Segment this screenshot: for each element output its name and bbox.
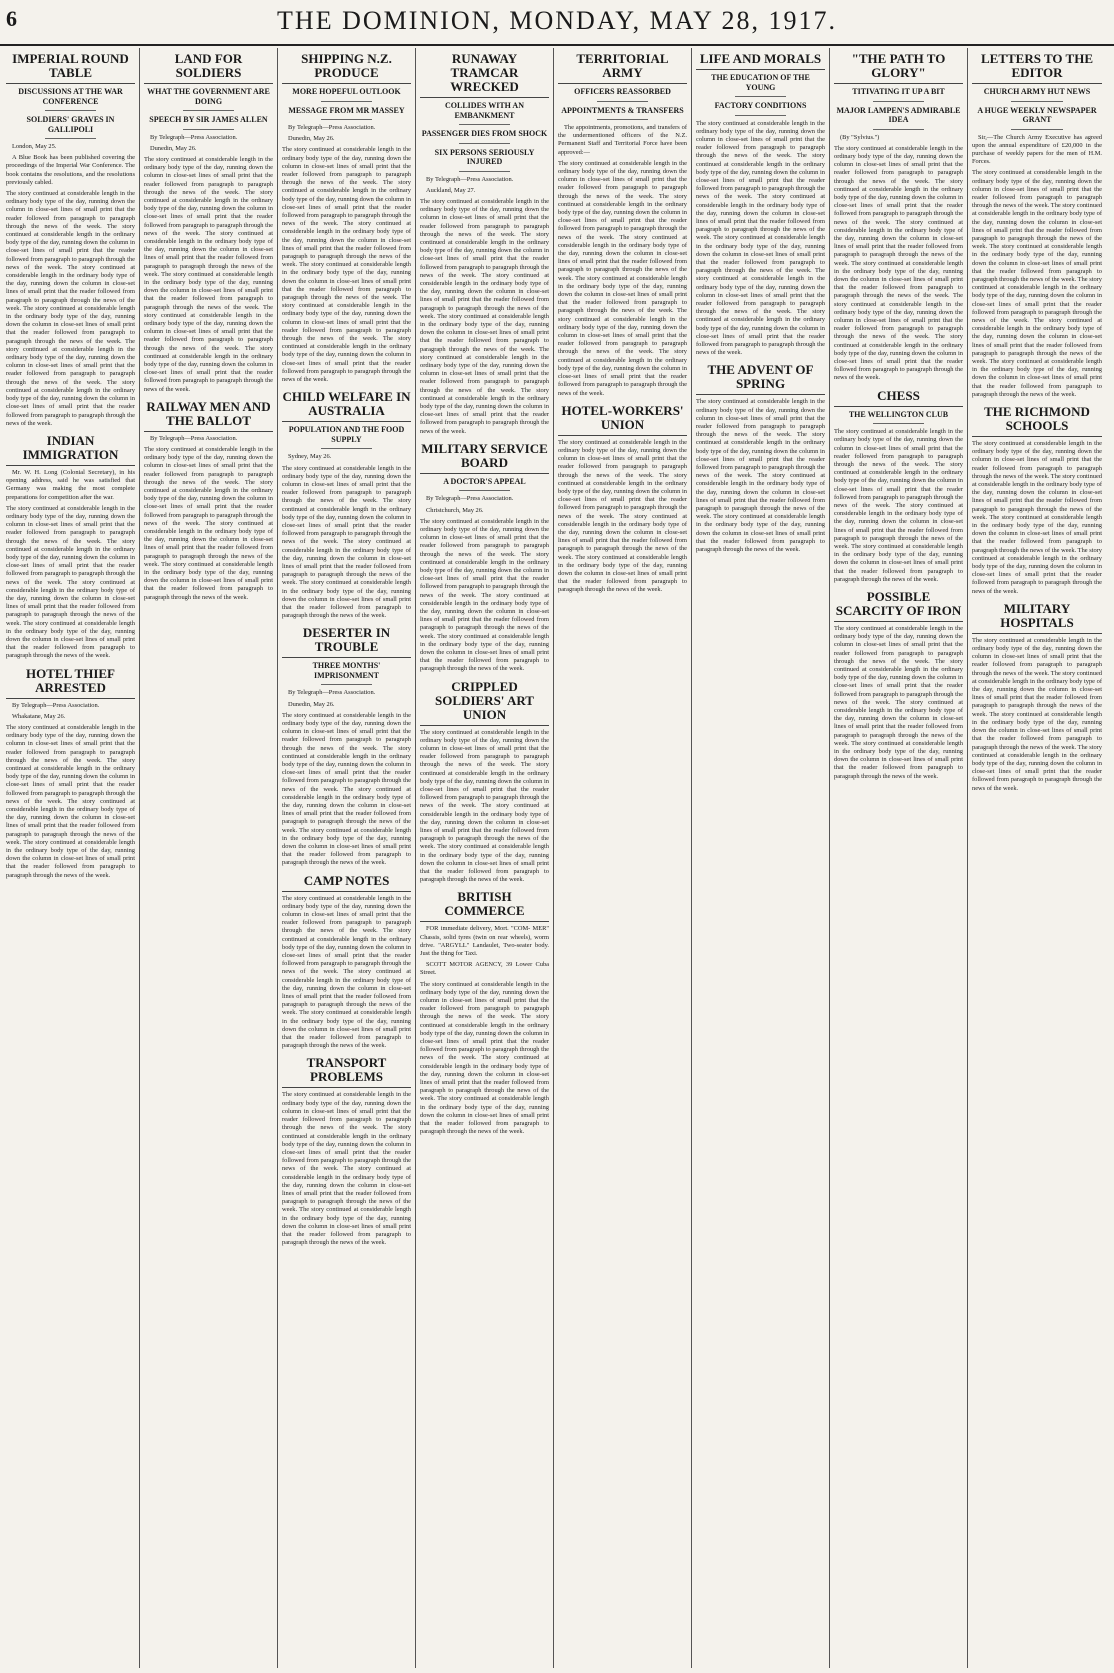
article-body-text: The story continued at considerable length in the ordinary body type of the day, running down the column in close-set lines of small print that the reader followed from paragraph to paragraph through the news of the week. The story continued at considerable length in the ordinary body type of the day, running down the column in close-set lines of small print that the reader followed from paragraph to paragraph through the news of the week. The story continued at considerable length in the ordinary body type of the day, running down the column in close-set lines of small print that the reader followed from paragraph to paragraph through the news of the week. The story continued at considerable length in the ordinary body type of the day, running down the column in close-set lines of small print that the reader followed from paragraph to paragraph through the news of the week. bbox=[282, 894, 411, 1050]
article-body-text: The story continued at considerable length in the ordinary body type of the day, running down the column in close-set lines of small print that the reader followed from paragraph to paragraph through the news of the week. The story continued at considerable length in the ordinary body type of the day, running down the column in close-set lines of small print that the reader followed from paragraph to paragraph through the news of the week. The story continued at considerable length in the ordinary body type of the day, running down the column in close-set lines of small print that the reader followed from paragraph to paragraph through the news of the week. The story continued at considerable length in the ordinary body type of the day, running down the column in close-set lines of small print that the reader followed from paragraph to paragraph through the news of the week. bbox=[282, 711, 411, 867]
article-body-text: The story continued at considerable length in the ordinary body type of the day, running down the column in close-set lines of small print that the reader followed from paragraph to paragraph through the news of the week. The story continued at considerable length in the ordinary body type of the day, running down the column in close-set lines of small print that the reader followed from paragraph to paragraph through the news of the week. The story continued at considerable length in the ordinary body type of the day, running down the column in close-set lines of small print that the reader followed from paragraph to paragraph through the news of the week. The story continued at considerable length in the ordinary body type of the day, running down the column in close-set lines of small print that the reader followed from paragraph to paragraph through the news of the week. bbox=[420, 517, 549, 673]
article-subhead: POPULATION AND THE FOOD SUPPLY bbox=[288, 425, 405, 444]
article-paragraph: Mr. W. H. Long (Colonial Secretary), in his opening address, said he was satisfied that Germany was making the most complete preparations for competition after the war. bbox=[6, 468, 135, 501]
article-paragraph: Sydney, May 26. bbox=[288, 453, 332, 461]
column-4 bbox=[416, 48, 554, 1668]
article-body-text: The story continued at considerable length in the ordinary body type of the day, running down the column in close-set lines of small print that the reader followed from paragraph to paragraph through the news of the week. The story continued at considerable length in the ordinary body type of the day, running down the column in close-set lines of small print that the reader followed from paragraph to paragraph through the news of the week. The story continued at considerable length in the ordinary body type of the day, running down the column in close-set lines of small print that the reader followed from paragraph to paragraph through the news of the week. The story continued at considerable length in the ordinary body type of the day, running down the column in close-set lines of small print that the reader followed from paragraph to paragraph through the news of the week. The story continued at considerable length in the ordinary body type of the day, running down the column in close-set lines of small print that the reader followed from paragraph to paragraph through the news of the week. The story continued at considerable length in the ordinary body type of the day, running down the column in close-set lines of small print that the reader followed from paragraph to paragraph through the news of the week. bbox=[834, 144, 963, 382]
article-paragraph: By Telegraph—Press Association. bbox=[150, 434, 238, 442]
article-subhead: A DOCTOR'S APPEAL bbox=[443, 476, 526, 486]
article-headline: SHIPPING N.Z. PRODUCE bbox=[282, 52, 411, 84]
article bbox=[6, 434, 135, 661]
article-subhead: COLLIDES WITH AN EMBANKMENT bbox=[445, 101, 524, 120]
article-headline: HOTEL THIEF ARRESTED bbox=[6, 667, 135, 699]
article-subhead: THE WELLINGTON CLUB bbox=[848, 409, 949, 419]
divider bbox=[321, 101, 373, 102]
divider bbox=[459, 490, 511, 491]
article-paragraph: Auckland, May 27. bbox=[426, 186, 476, 194]
article-subhead: TITIVATING IT UP A BIT bbox=[852, 87, 945, 96]
article-subhead: THREE MONTHS' IMPRISONMENT bbox=[312, 661, 381, 680]
article-body-text: The story continued at considerable length in the ordinary body type of the day, running down the column in close-set lines of small print that the reader followed from paragraph to paragraph through the news of the week. The story continued at considerable length in the ordinary body type of the day, running down the column in close-set lines of small print that the reader followed from paragraph to paragraph through the news of the week. The story continued at considerable length in the ordinary body type of the day, running down the column in close-set lines of small print that the reader followed from paragraph to paragraph through the news of the week. The story continued at considerable length in the ordinary body type of the day, running down the column in close-set lines of small print that the reader followed from paragraph to paragraph through the news of the week. The story continued at considerable length in the ordinary body type of the day, running down the column in close-set lines of small print that the reader followed from paragraph to paragraph through the news of the week. The story continued at considerable length in the ordinary body type of the day, running down the column in close-set lines of small print that the reader followed from paragraph to paragraph through the news of the week. bbox=[558, 159, 687, 397]
article-paragraph: London, May 25. bbox=[12, 143, 57, 150]
article-body-text: The story continued at considerable length in the ordinary body type of the day, running down the column in close-set lines of small print that the reader followed from paragraph to paragraph through the news of the week. The story continued at considerable length in the ordinary body type of the day, running down the column in close-set lines of small print that the reader followed from paragraph to paragraph through the news of the week. The story continued at considerable length in the ordinary body type of the day, running down the column in close-set lines of small print that the reader followed from paragraph to paragraph through the news of the week. The story continued at considerable length in the ordinary body type of the day, running down the column in close-set lines of small print that the reader followed from paragraph to paragraph through the news of the week. bbox=[972, 440, 1102, 595]
article bbox=[420, 890, 549, 1136]
article-headline: CHILD WELFARE IN AUSTRALIA bbox=[282, 390, 411, 422]
article bbox=[282, 626, 411, 867]
article-headline: HOTEL-WORKERS' UNION bbox=[558, 404, 687, 436]
article-subhead: FACTORY CONDITIONS bbox=[714, 101, 807, 110]
divider bbox=[597, 101, 649, 102]
divider bbox=[45, 138, 97, 139]
article-subhead: SIX PERSONS SERIOUSLY INJURED bbox=[434, 147, 535, 166]
divider bbox=[459, 143, 511, 144]
article-subhead: A HUGE WEEKLY NEWSPAPER GRANT bbox=[977, 105, 1097, 124]
article-paragraph: A Blue Book has been published covering the proceedings of the Imperial War Conference. The book contains the resolutions, and the resolutions previously cabled. bbox=[6, 154, 135, 186]
column-6 bbox=[692, 48, 830, 1668]
masthead bbox=[0, 0, 1114, 46]
article bbox=[834, 590, 963, 781]
article-headline: INDIAN IMMIGRATION bbox=[6, 434, 135, 466]
article-body-text: The story continued at considerable length in the ordinary body type of the day, running down the column in close-set lines of small print that the reader followed from paragraph to paragraph through the news of the week. The story continued at considerable length in the ordinary body type of the day, running down the column in close-set lines of small print that the reader followed from paragraph to paragraph through the news of the week. The story continued at considerable length in the ordinary body type of the day, running down the column in close-set lines of small print that the reader followed from paragraph to paragraph through the news of the week. The story continued at considerable length in the ordinary body type of the day, running down the column in close-set lines of small print that the reader followed from paragraph to paragraph through the news of the week. bbox=[834, 428, 963, 583]
article-body-text: The story continued at considerable length in the ordinary body type of the day, running down the column in close-set lines of small print that the reader followed from paragraph to paragraph through the news of the week. The story continued at considerable length in the ordinary body type of the day, running down the column in close-set lines of small print that the reader followed from paragraph to paragraph through the news of the week. The story continued at considerable length in the ordinary body type of the day, running down the column in close-set lines of small print that the reader followed from paragraph to paragraph through the news of the week. The story continued at considerable length in the ordinary body type of the day, running down the column in close-set lines of small print that the reader followed from paragraph to paragraph through the news of the week. bbox=[6, 504, 135, 660]
divider bbox=[873, 129, 925, 130]
article-subhead: SOLDIERS' GRAVES IN GALLIPOLI bbox=[26, 115, 115, 134]
article-headline: TRANSPORT PROBLEMS bbox=[282, 1056, 411, 1088]
article bbox=[282, 52, 411, 384]
article-body-text: The story continued at considerable length in the ordinary body type of the day, running down the column in close-set lines of small print that the reader followed from paragraph to paragraph through the news of the week. The story continued at considerable length in the ordinary body type of the day, running down the column in close-set lines of small print that the reader followed from paragraph to paragraph through the news of the week. The story continued at considerable length in the ordinary body type of the day, running down the column in close-set lines of small print that the reader followed from paragraph to paragraph through the news of the week. The story continued at considerable length in the ordinary body type of the day, running down the column in close-set lines of small print that the reader followed from paragraph to paragraph through the news of the week. The story continued at considerable length in the ordinary body type of the day, running down the column in close-set lines of small print that the reader followed from paragraph to paragraph through the news of the week. The story continued at considerable length in the ordinary body type of the day, running down the column in close-set lines of small print that the reader followed from paragraph to paragraph through the news of the week. bbox=[282, 146, 411, 384]
article-paragraph: By Telegraph—Press Association. bbox=[288, 124, 376, 131]
article-headline: CRIPPLED SOLDIERS' ART UNION bbox=[420, 680, 549, 726]
article-headline: TERRITORIAL ARMY bbox=[558, 52, 687, 84]
article bbox=[282, 1056, 411, 1247]
column-8 bbox=[968, 48, 1106, 1668]
article-headline: MILITARY HOSPITALS bbox=[972, 602, 1102, 634]
article-body-text: The story continued at considerable length in the ordinary body type of the day, running down the column in close-set lines of small print that the reader followed from paragraph to paragraph through the news of the week. The story continued at considerable length in the ordinary body type of the day, running down the column in close-set lines of small print that the reader followed from paragraph to paragraph through the news of the week. The story continued at considerable length in the ordinary body type of the day, running down the column in close-set lines of small print that the reader followed from paragraph to paragraph through the news of the week. The story continued at considerable length in the ordinary body type of the day, running down the column in close-set lines of small print that the reader followed from paragraph to paragraph through the news of the week. bbox=[420, 980, 549, 1136]
article bbox=[282, 390, 411, 620]
article-body-text: The story continued at considerable length in the ordinary body type of the day, running down the column in close-set lines of small print that the reader followed from paragraph to paragraph through the news of the week. The story continued at considerable length in the ordinary body type of the day, running down the column in close-set lines of small print that the reader followed from paragraph to paragraph through the news of the week. The story continued at considerable length in the ordinary body type of the day, running down the column in close-set lines of small print that the reader followed from paragraph to paragraph through the news of the week. The story continued at considerable length in the ordinary body type of the day, running down the column in close-set lines of small print that the reader followed from paragraph to paragraph through the news of the week. The story continued at considerable length in the ordinary body type of the day, running down the column in close-set lines of small print that the reader followed from paragraph to paragraph through the news of the week. The story continued at considerable length in the ordinary body type of the day, running down the column in close-set lines of small print that the reader followed from paragraph to paragraph through the news of the week. bbox=[6, 190, 135, 427]
article-headline: "THE PATH TO GLORY" bbox=[834, 52, 963, 84]
article-subhead: WHAT THE GOVERNMENT ARE DOING bbox=[147, 87, 270, 106]
article-paragraph: (By "Sylvius.") bbox=[840, 133, 880, 141]
article-headline: DESERTER IN TROUBLE bbox=[282, 626, 411, 658]
article-paragraph: Dunedin, May 26. bbox=[150, 144, 197, 152]
divider bbox=[735, 96, 787, 97]
article-headline: MILITARY SERVICE BOARD bbox=[420, 442, 549, 474]
article bbox=[696, 363, 825, 554]
article bbox=[834, 389, 963, 584]
article-body-text: The story continued at considerable length in the ordinary body type of the day, running down the column in close-set lines of small print that the reader followed from paragraph to paragraph through the news of the week. The story continued at considerable length in the ordinary body type of the day, running down the column in close-set lines of small print that the reader followed from paragraph to paragraph through the news of the week. The story continued at considerable length in the ordinary body type of the day, running down the column in close-set lines of small print that the reader followed from paragraph to paragraph through the news of the week. The story continued at considerable length in the ordinary body type of the day, running down the column in close-set lines of small print that the reader followed from paragraph to paragraph through the news of the week. bbox=[6, 723, 135, 879]
article-subhead: DISCUSSIONS AT THE WAR CONFERENCE bbox=[18, 87, 123, 106]
article-body-text: The story continued at considerable length in the ordinary body type of the day, running down the column in close-set lines of small print that the reader followed from paragraph to paragraph through the news of the week. The story continued at considerable length in the ordinary body type of the day, running down the column in close-set lines of small print that the reader followed from paragraph to paragraph through the news of the week. The story continued at considerable length in the ordinary body type of the day, running down the column in close-set lines of small print that the reader followed from paragraph to paragraph through the news of the week. The story continued at considerable length in the ordinary body type of the day, running down the column in close-set lines of small print that the reader followed from paragraph to paragraph through the news of the week. The story continued at considerable length in the ordinary body type of the day, running down the column in close-set lines of small print that the reader followed from paragraph to paragraph through the news of the week. The story continued at considerable length in the ordinary body type of the day, running down the column in close-set lines of small print that the reader followed from paragraph to paragraph through the news of the week. bbox=[696, 119, 825, 357]
article-subhead: MESSAGE FROM MR MASSEY bbox=[288, 105, 405, 115]
article-subhead: OFFICERS REASSORBED bbox=[574, 87, 671, 96]
article-paragraph: SCOTT MOTOR AGENCY, 39 Lower Cuba Street. bbox=[420, 961, 549, 977]
article-paragraph: Sir,—The Church Army Executive has agreed upon the annual expenditure of £20,000 in the purchase of weekly papers for the men of H.M. Forces. bbox=[972, 133, 1102, 166]
article-body-text: The story continued at considerable length in the ordinary body type of the day, running down the column in close-set lines of small print that the reader followed from paragraph to paragraph through the news of the week. The story continued at considerable length in the ordinary body type of the day, running down the column in close-set lines of small print that the reader followed from paragraph to paragraph through the news of the week. The story continued at considerable length in the ordinary body type of the day, running down the column in close-set lines of small print that the reader followed from paragraph to paragraph through the news of the week. The story continued at considerable length in the ordinary body type of the day, running down the column in close-set lines of small print that the reader followed from paragraph to paragraph through the news of the week. bbox=[834, 624, 963, 780]
newspaper-title: THE DOMINION, MONDAY, MAY 28, 1917. bbox=[277, 6, 837, 35]
article bbox=[6, 667, 135, 880]
article-headline: CAMP NOTES bbox=[282, 874, 411, 892]
divider bbox=[321, 119, 373, 120]
article-subhead: MORE HOPEFUL OUTLOOK bbox=[292, 87, 401, 96]
article-body-text: The story continued at considerable length in the ordinary body type of the day, running down the column in close-set lines of small print that the reader followed from paragraph to paragraph through the news of the week. The story continued at considerable length in the ordinary body type of the day, running down the column in close-set lines of small print that the reader followed from paragraph to paragraph through the news of the week. The story continued at considerable length in the ordinary body type of the day, running down the column in close-set lines of small print that the reader followed from paragraph to paragraph through the news of the week. The story continued at considerable length in the ordinary body type of the day, running down the column in close-set lines of small print that the reader followed from paragraph to paragraph through the news of the week. The story continued at considerable length in the ordinary body type of the day, running down the column in close-set lines of small print that the reader followed from paragraph to paragraph through the news of the week. The story continued at considerable length in the ordinary body type of the day, running down the column in close-set lines of small print that the reader followed from paragraph to paragraph through the news of the week. bbox=[144, 155, 273, 393]
article-body-text: The story continued at considerable length in the ordinary body type of the day, running down the column in close-set lines of small print that the reader followed from paragraph to paragraph through the news of the week. The story continued at considerable length in the ordinary body type of the day, running down the column in close-set lines of small print that the reader followed from paragraph to paragraph through the news of the week. The story continued at considerable length in the ordinary body type of the day, running down the column in close-set lines of small print that the reader followed from paragraph to paragraph through the news of the week. The story continued at considerable length in the ordinary body type of the day, running down the column in close-set lines of small print that the reader followed from paragraph to paragraph through the news of the week. bbox=[144, 446, 273, 601]
article-subhead: APPOINTMENTS & TRANSFERS bbox=[561, 105, 684, 115]
article bbox=[420, 442, 549, 674]
article-paragraph: Whakatane, May 26. bbox=[12, 712, 66, 720]
article-headline: LETTERS TO THE EDITOR bbox=[972, 52, 1102, 84]
article-body-text: The story continued at considerable length in the ordinary body type of the day, running down the column in close-set lines of small print that the reader followed from paragraph to paragraph through the news of the week. The story continued at considerable length in the ordinary body type of the day, running down the column in close-set lines of small print that the reader followed from paragraph to paragraph through the news of the week. The story continued at considerable length in the ordinary body type of the day, running down the column in close-set lines of small print that the reader followed from paragraph to paragraph through the news of the week. The story continued at considerable length in the ordinary body type of the day, running down the column in close-set lines of small print that the reader followed from paragraph to paragraph through the news of the week. bbox=[696, 398, 825, 554]
divider bbox=[459, 171, 511, 172]
article-body-text: The story continued at considerable length in the ordinary body type of the day, running down the column in close-set lines of small print that the reader followed from paragraph to paragraph through the news of the week. The story continued at considerable length in the ordinary body type of the day, running down the column in close-set lines of small print that the reader followed from paragraph to paragraph through the news of the week. The story continued at considerable length in the ordinary body type of the day, running down the column in close-set lines of small print that the reader followed from paragraph to paragraph through the news of the week. The story continued at considerable length in the ordinary body type of the day, running down the column in close-set lines of small print that the reader followed from paragraph to paragraph through the news of the week. bbox=[972, 636, 1102, 792]
article-body-text: The story continued at considerable length in the ordinary body type of the day, running down the column in close-set lines of small print that the reader followed from paragraph to paragraph through the news of the week. The story continued at considerable length in the ordinary body type of the day, running down the column in close-set lines of small print that the reader followed from paragraph to paragraph through the news of the week. The story continued at considerable length in the ordinary body type of the day, running down the column in close-set lines of small print that the reader followed from paragraph to paragraph through the news of the week. The story continued at considerable length in the ordinary body type of the day, running down the column in close-set lines of small print that the reader followed from paragraph to paragraph through the news of the week. bbox=[420, 728, 549, 884]
divider bbox=[183, 129, 235, 130]
article bbox=[834, 52, 963, 383]
article-body-text: The story continued at considerable length in the ordinary body type of the day, running down the column in close-set lines of small print that the reader followed from paragraph to paragraph through the news of the week. The story continued at considerable length in the ordinary body type of the day, running down the column in close-set lines of small print that the reader followed from paragraph to paragraph through the news of the week. The story continued at considerable length in the ordinary body type of the day, running down the column in close-set lines of small print that the reader followed from paragraph to paragraph through the news of the week. The story continued at considerable length in the ordinary body type of the day, running down the column in close-set lines of small print that the reader followed from paragraph to paragraph through the news of the week. The story continued at considerable length in the ordinary body type of the day, running down the column in close-set lines of small print that the reader followed from paragraph to paragraph through the news of the week. The story continued at considerable length in the ordinary body type of the day, running down the column in close-set lines of small print that the reader followed from paragraph to paragraph through the news of the week. bbox=[420, 197, 549, 435]
divider bbox=[459, 124, 511, 125]
article bbox=[972, 602, 1102, 793]
article-subhead: CHURCH ARMY HUT NEWS bbox=[983, 87, 1091, 96]
article bbox=[558, 404, 687, 595]
divider bbox=[1011, 101, 1063, 102]
divider bbox=[321, 448, 373, 449]
divider bbox=[45, 110, 97, 111]
article-headline: POSSIBLE SCARCITY OF IRON bbox=[834, 590, 963, 622]
divider bbox=[597, 119, 649, 120]
article-paragraph: By Telegraph—Press Association. bbox=[288, 689, 376, 697]
column-5 bbox=[554, 48, 692, 1668]
article-subhead: SPEECH BY SIR JAMES ALLEN bbox=[149, 115, 268, 124]
divider bbox=[1011, 129, 1063, 130]
article-body-text: The story continued at considerable length in the ordinary body type of the day, running down the column in close-set lines of small print that the reader followed from paragraph to paragraph through the news of the week. The story continued at considerable length in the ordinary body type of the day, running down the column in close-set lines of small print that the reader followed from paragraph to paragraph through the news of the week. The story continued at considerable length in the ordinary body type of the day, running down the column in close-set lines of small print that the reader followed from paragraph to paragraph through the news of the week. The story continued at considerable length in the ordinary body type of the day, running down the column in close-set lines of small print that the reader followed from paragraph to paragraph through the news of the week. bbox=[282, 1091, 411, 1247]
article-headline: RUNAWAY TRAMCAR WRECKED bbox=[420, 52, 549, 98]
article-subhead: MAJOR LAMPEN'S ADMIRABLE IDEA bbox=[836, 105, 961, 124]
article-headline: RAILWAY MEN AND THE BALLOT bbox=[144, 400, 273, 432]
article-paragraph: Christchurch, May 26. bbox=[426, 506, 484, 514]
article-headline: THE ADVENT OF SPRING bbox=[696, 363, 825, 395]
article-headline: BRITISH COMMERCE bbox=[420, 890, 549, 922]
page-number: 6 bbox=[6, 6, 17, 31]
divider bbox=[873, 423, 925, 424]
article-paragraph: Dunedin, May 26. bbox=[288, 135, 335, 143]
article-headline: LIFE AND MORALS bbox=[696, 52, 825, 70]
column-7 bbox=[830, 48, 968, 1668]
article-paragraph: By Telegraph—Press Association. bbox=[426, 495, 514, 503]
article bbox=[144, 400, 273, 602]
article-paragraph: By Telegraph—Press Association. bbox=[12, 701, 100, 709]
article bbox=[420, 680, 549, 885]
article bbox=[696, 52, 825, 357]
divider bbox=[183, 110, 235, 111]
column-1 bbox=[2, 48, 140, 1668]
columns bbox=[2, 48, 1112, 1668]
article-body-text: The story continued at considerable length in the ordinary body type of the day, running down the column in close-set lines of small print that the reader followed from paragraph to paragraph through the news of the week. The story continued at considerable length in the ordinary body type of the day, running down the column in close-set lines of small print that the reader followed from paragraph to paragraph through the news of the week. The story continued at considerable length in the ordinary body type of the day, running down the column in close-set lines of small print that the reader followed from paragraph to paragraph through the news of the week. The story continued at considerable length in the ordinary body type of the day, running down the column in close-set lines of small print that the reader followed from paragraph to paragraph through the news of the week. bbox=[282, 464, 411, 620]
divider bbox=[735, 115, 787, 116]
column-2 bbox=[140, 48, 278, 1668]
divider bbox=[873, 101, 925, 102]
article bbox=[972, 52, 1102, 399]
article-paragraph: By Telegraph—Press Association. bbox=[426, 175, 514, 183]
article-paragraph: By Telegraph—Press Association. bbox=[150, 133, 238, 141]
article bbox=[6, 52, 135, 428]
article-paragraph: The appointments, promotions, and transfers of the undermentioned officers of the N.Z. Permanent Staff and Territorial Force have been approved:— bbox=[558, 124, 687, 156]
article-headline: CHESS bbox=[834, 389, 963, 407]
article bbox=[972, 405, 1102, 596]
article-paragraph: Dunedin, May 26. bbox=[288, 700, 335, 708]
column-3 bbox=[278, 48, 416, 1668]
article bbox=[282, 874, 411, 1051]
article-body-text: The story continued at considerable length in the ordinary body type of the day, running down the column in close-set lines of small print that the reader followed from paragraph to paragraph through the news of the week. The story continued at considerable length in the ordinary body type of the day, running down the column in close-set lines of small print that the reader followed from paragraph to paragraph through the news of the week. The story continued at considerable length in the ordinary body type of the day, running down the column in close-set lines of small print that the reader followed from paragraph to paragraph through the news of the week. The story continued at considerable length in the ordinary body type of the day, running down the column in close-set lines of small print that the reader followed from paragraph to paragraph through the news of the week. The story continued at considerable length in the ordinary body type of the day, running down the column in close-set lines of small print that the reader followed from paragraph to paragraph through the news of the week. The story continued at considerable length in the ordinary body type of the day, running down the column in close-set lines of small print that the reader followed from paragraph to paragraph through the news of the week. bbox=[972, 169, 1102, 398]
article bbox=[420, 52, 549, 436]
article-subhead: PASSENGER DIES FROM SHOCK bbox=[421, 129, 548, 138]
article bbox=[558, 52, 687, 398]
article-subhead: THE EDUCATION OF THE YOUNG bbox=[711, 73, 810, 92]
divider bbox=[321, 684, 373, 685]
article-headline: LAND FOR SOLDIERS bbox=[144, 52, 273, 84]
article-paragraph: FOR immediate delivery, Mort. "COM- MER" Chassis, solid tyres (twin on rear wheels), worm drive. "ARGYLL" Landaulet, Two-seater body. Just the thing for Taxi. bbox=[420, 925, 549, 958]
article bbox=[144, 52, 273, 394]
article-headline: THE RICHMOND SCHOOLS bbox=[972, 405, 1102, 437]
article-headline: IMPERIAL ROUND TABLE bbox=[6, 52, 135, 84]
article-body-text: The story continued at considerable length in the ordinary body type of the day, running down the column in close-set lines of small print that the reader followed from paragraph to paragraph through the news of the week. The story continued at considerable length in the ordinary body type of the day, running down the column in close-set lines of small print that the reader followed from paragraph to paragraph through the news of the week. The story continued at considerable length in the ordinary body type of the day, running down the column in close-set lines of small print that the reader followed from paragraph to paragraph through the news of the week. The story continued at considerable length in the ordinary body type of the day, running down the column in close-set lines of small print that the reader followed from paragraph to paragraph through the news of the week. bbox=[558, 438, 687, 594]
